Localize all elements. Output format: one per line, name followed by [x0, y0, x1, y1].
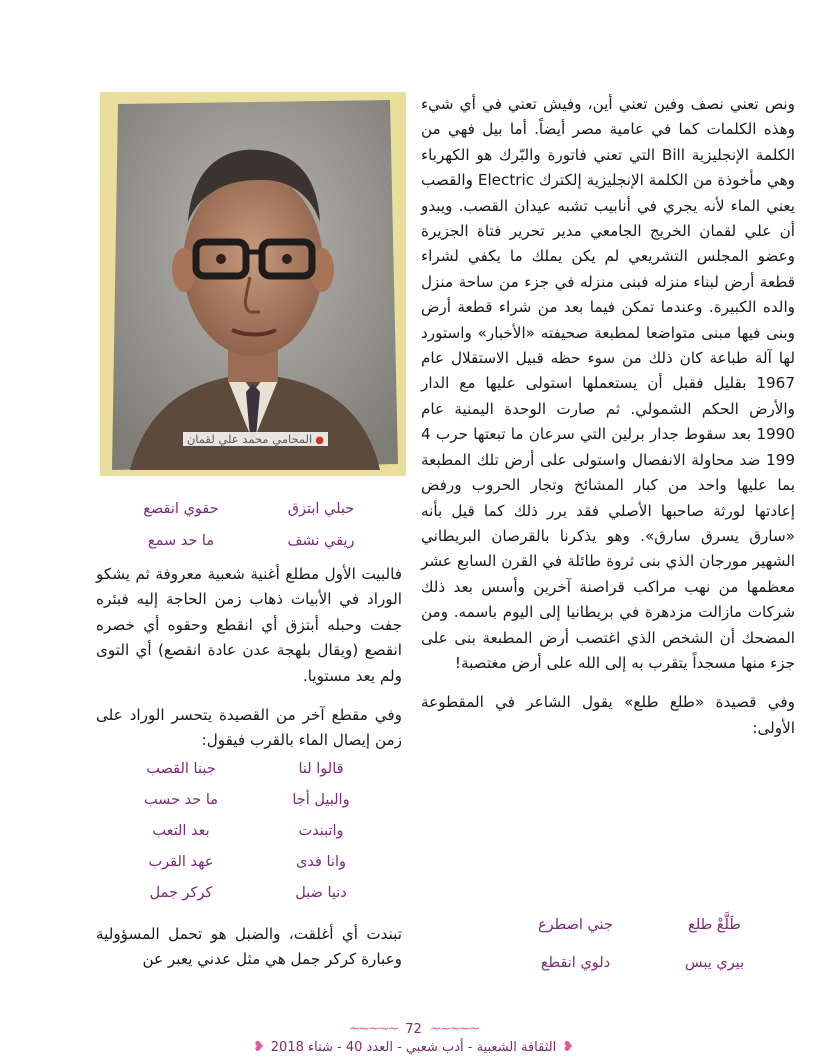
- verse-line: دلوي انقطع: [540, 955, 611, 971]
- verse-line: جني اصطرع: [538, 917, 613, 933]
- heart-icon: ❥: [562, 1039, 574, 1055]
- portrait-illustration: [100, 92, 406, 476]
- article-paragraph: وفي قصيدة «طلع طلع» يقول الشاعر في المقطوعة الأولى:: [421, 693, 795, 737]
- photo-caption: [183, 432, 328, 446]
- page-number-row: [0, 1021, 827, 1037]
- page-footer: [0, 1021, 827, 1055]
- verse-line: واتبندت: [298, 823, 344, 839]
- article-paragraph: تبندت أي أغلقت، والضبل هو تحمل المسؤولية وعبارة كركر جمل هي مثل عدني يعبر عن: [96, 925, 402, 969]
- page-number: 72: [405, 1021, 422, 1037]
- verse-line: والبيل أجا: [292, 792, 350, 808]
- publication-line: الثقافة الشعبية - أدب شعبي - العدد 40 - شتاء 2018: [270, 1039, 557, 1055]
- caption-text: المحامي محمد علي لقمان: [186, 432, 313, 446]
- verse-line: عهد القرب: [148, 854, 214, 870]
- verse-line: حقوي انقصع: [143, 501, 219, 517]
- ornament-icon: ~∽~∽~: [348, 1021, 398, 1037]
- left-paragraph-bottom: [96, 922, 402, 973]
- verse-block-taala: [521, 912, 769, 976]
- verse-line: ريقي نشف: [287, 533, 355, 549]
- verse-line: قالوا لنا: [298, 761, 344, 777]
- heart-icon: ❥: [253, 1039, 265, 1055]
- verse-line: بعد التعب: [152, 823, 210, 839]
- article-paragraph: وفي مقطع آخر من القصيدة يتحسر الوراد على زمن إيصال الماء بالقرب فيقول:: [96, 706, 402, 750]
- left-column: [96, 92, 406, 554]
- verse-line: كركر جمل: [149, 885, 213, 901]
- left-paragraphs: [96, 562, 402, 754]
- verse-line: جبنا القصب: [146, 761, 216, 777]
- verse-line: بيري يبس: [684, 955, 745, 971]
- bullet-icon: ●: [315, 435, 324, 446]
- verse-block-top: [126, 496, 376, 554]
- portrait-photo: [100, 92, 406, 476]
- verse-line: حبلي ابتزق: [287, 501, 355, 517]
- verse-line: ما حد سمع: [147, 533, 215, 549]
- footer-line: [0, 1039, 827, 1055]
- verse-block-mid: [126, 756, 376, 906]
- article-paragraph: ونص تعني نصف وفين تعني أين، وفيش تعني في أي شيء وهذه الكلمات كما في عامية مصر أيضاً. أما بيل فهي من الكلمة الإنجليزية Bill التي تعني فاتورة والبّرك هو الكهرباء وهي مأخوذة من الكلمة الإنجليزية إلكترك Electric والقصب يعني الماء لأنه يجري في أنابيب تشبه عيدان القصب. ويبدو أن علي لقمان الخريج الجامعي مدير تحرير فتاة الجزيرة وعضو المجلس التشريعي لم يكن يملك ما يكفي لشراء قطعة أرض لبناء منزله فبنى منزله في جزء من ساحة منزل والده الكبيرة. وعندما تمكن فيما بعد من شراء قطعة أرض وبنى فيها مبنى متواضعا لمطبعة صحيفته «الأخبار» واستورد لها آلة طباعة كان ذلك من سوء حظه قبيل الاستقلال عام 1967 بقليل فقبل أن يستعملها استولى عليها مع الدار والأرض الحكم الشمولي. ثم صارت الوحدة اليمنية عام 1990 بعد سقوط جدار برلين التي سرعان ما تبعتها حرب 4 199 ضد محاولة الانفصال واستولى على أرض تلك المطبعة بما عليها واحد من كبار المشائخ وتجار الحروب ورفض إعادتها لورثة صاحبها الأصلي فقد برر ذلك كما قيل بأنه «سارق يسرق سارق». وهو يذكرنا بالقرصان البريطاني الشهير مورجان الذي بنى ثروة طائلة في القرن السابع عشر معظمها من نهب مراكب قراصنة آخرين وأسس بعد ذلك شركات مازالت مزدهرة في بريطانيا إلى اليوم باسمه. ومن المضحك أن الشخص الذي اغتصب أرض المطبعة بنى على جزء منها مسجداً يتقرب به إلى الله على أرض مغتصبة!: [421, 95, 795, 672]
- verse-line: دنيا ضبل: [295, 885, 347, 901]
- verse-line: ما حد حسب: [143, 792, 219, 808]
- verse-line: طَلَّعْ طلع: [688, 917, 741, 933]
- article-paragraph: فالبيت الأول مطلع أغنية شعبية معروفة ثم يشكو الوراد في الأبيات ذهاب زمن الحاجة إليه فبئره جفت وحبله أبتزق أي انقطع وحقوه أي خصره انقصع (ويقال بلهجة عدن عادة انقصع) أي التوى ولم يعد مستويا.: [96, 565, 402, 685]
- verse-line: وانا فدى: [296, 854, 346, 870]
- right-column: [421, 92, 795, 741]
- ornament-icon: ~∽~∽~: [429, 1021, 479, 1037]
